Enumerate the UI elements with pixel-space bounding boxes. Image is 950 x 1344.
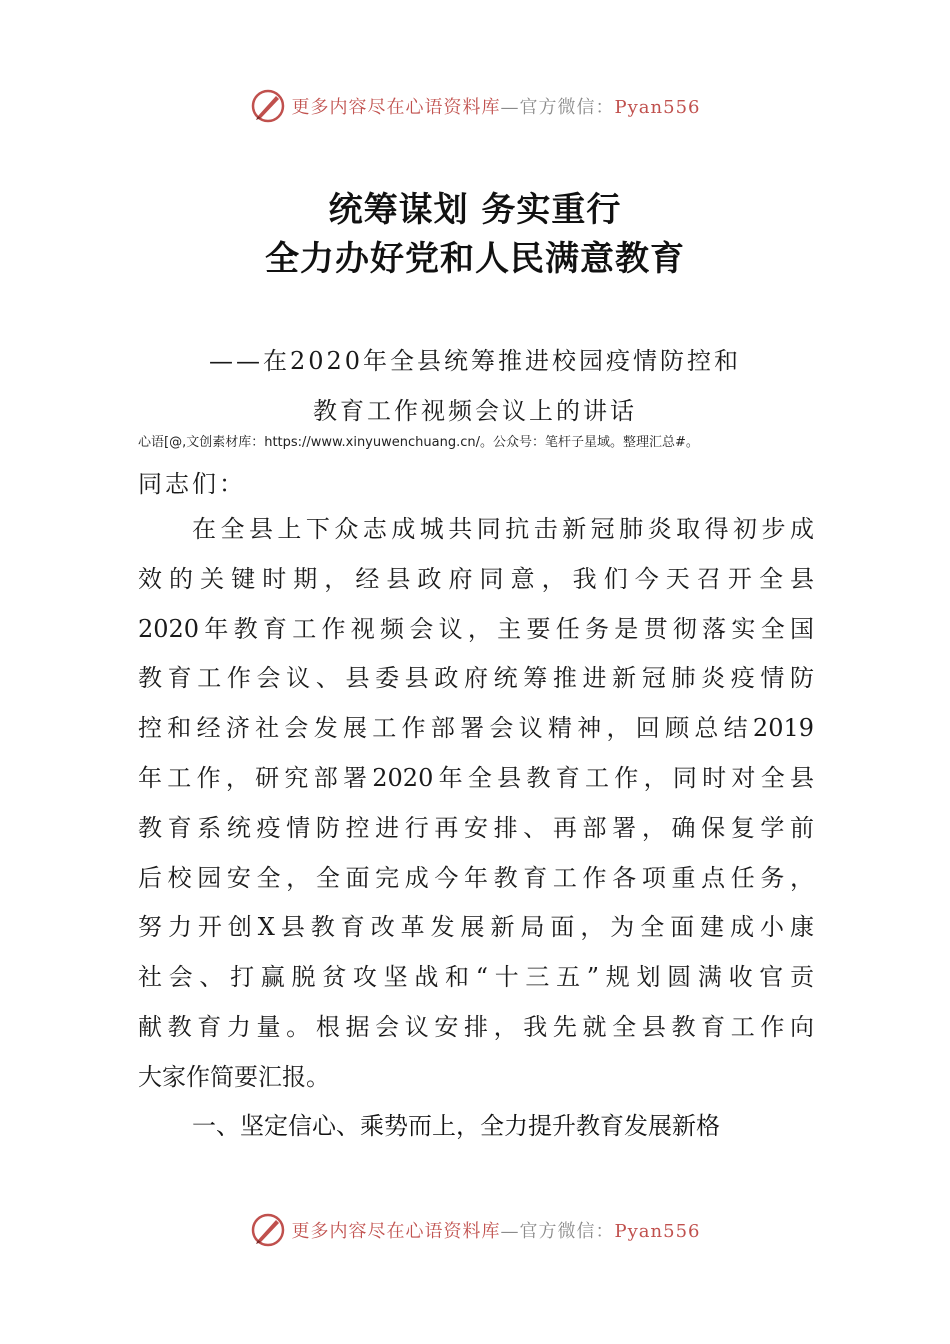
banner-dash: — [500, 97, 520, 118]
banner-text [292, 93, 701, 119]
body-line: 努力开创X县教育改革发展新局面，为全面建成小康 [138, 913, 814, 941]
section-heading: 一、坚定信心、乘势而上，全力提升教育发展新格 [192, 1112, 720, 1140]
body-line: 后校园安全，全面完成今年教育工作各项重点任务， [138, 864, 814, 892]
banner-main-text: 更多内容尽在心语资料库 [291, 1221, 501, 1242]
banner-wechat-id: Pyan556 [614, 1221, 701, 1242]
body-line: 在全县上下众志成城共同抗击新冠肺炎取得初步成 [192, 515, 814, 543]
body-line: 教育系统疫情防控进行再安排、再部署，确保复学前 [138, 814, 814, 842]
banner-main-text: 更多内容尽在心语资料库 [291, 97, 501, 118]
document-subtitle-line1: ——在2020年全县统筹推进校园疫情防控和 [208, 347, 742, 375]
banner-official-label: 官方微信： [519, 97, 615, 118]
banner-dash: — [500, 1221, 520, 1242]
body-line: 献教育力量。根据会议安排，我先就全县教育工作向 [138, 1013, 814, 1041]
footer-banner [0, 1212, 950, 1248]
document-title-line1: 统筹谋划 务实重行 [328, 190, 622, 230]
body-line: 效的关键时期，经县政府同意，我们今天召开全县 [138, 565, 814, 593]
source-watermark: 心语[@,文创素材库：https://www.xinyuwenchuang.cn/。公众号：笔杆子星域。整理汇总#。 [138, 435, 699, 450]
pen-logo-icon [250, 1212, 286, 1248]
pen-logo-icon [250, 88, 286, 124]
header-banner [0, 88, 950, 124]
document-subtitle-line2: 教育工作视频会议上的讲话 [313, 397, 637, 425]
body-line: 大家作简要汇报。 [138, 1063, 330, 1091]
banner-wechat-id: Pyan556 [614, 97, 701, 118]
banner-text [292, 1217, 701, 1243]
salutation: 同志们： [138, 470, 246, 498]
banner-official-label: 官方微信： [519, 1221, 615, 1242]
body-line: 社会、打赢脱贫攻坚战和“十三五”规划圆满收官贡 [138, 963, 814, 991]
document-title-line2: 全力办好党和人民满意教育 [265, 239, 685, 279]
body-line: 教育工作会议、县委县政府统筹推进新冠肺炎疫情防 [138, 664, 814, 692]
body-line: 2020年教育工作视频会议，主要任务是贯彻落实全国 [138, 615, 814, 643]
body-line: 控和经济社会发展工作部署会议精神，回顾总结2019 [138, 714, 814, 742]
body-line: 年工作，研究部署2020年全县教育工作，同时对全县 [138, 764, 814, 792]
